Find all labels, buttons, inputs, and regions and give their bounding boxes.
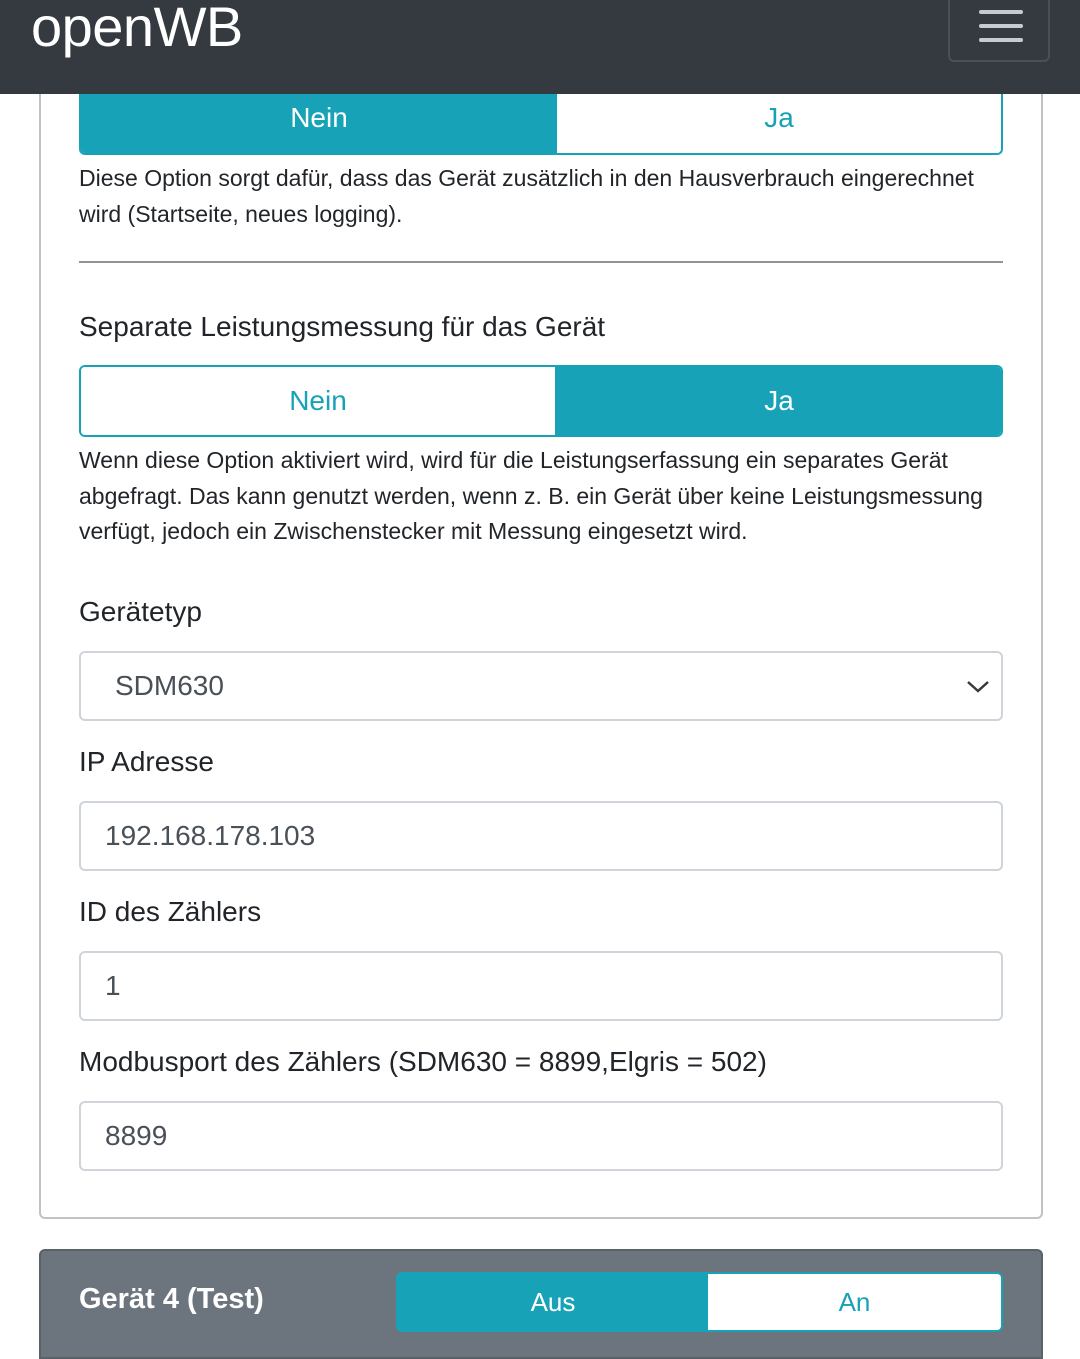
hausverbrauch-ja-button[interactable]: Ja — [557, 82, 1001, 153]
menu-toggle-button[interactable] — [948, 0, 1050, 62]
geraetetyp-value: SDM630 — [115, 670, 224, 701]
geraet4-aus-button[interactable]: Aus — [398, 1274, 708, 1330]
zaehler-id-input[interactable]: 1 — [79, 951, 1003, 1021]
modbusport-input[interactable]: 8899 — [79, 1101, 1003, 1171]
chevron-down-icon — [965, 675, 991, 697]
ip-adresse-input[interactable]: 192.168.178.103 — [79, 801, 1003, 871]
modbusport-label: Modbusport des Zählers (SDM630 = 8899,Elgris = 502) — [79, 1046, 767, 1077]
separate-messung-toggle — [79, 365, 1003, 437]
hausverbrauch-help: Diese Option sorgt dafür, dass das Gerät zusätzlich in den Hausverbrauch eingerechnet wird (Startseite, neues logging). — [79, 165, 974, 227]
separate-messung-nein-button[interactable]: Nein — [81, 367, 557, 435]
geraetetyp-select[interactable] — [79, 651, 1003, 721]
separate-messung-label: Separate Leistungsmessung für das Gerät — [79, 311, 606, 342]
geraet4-title: Gerät 4 (Test) — [79, 1283, 264, 1315]
separate-messung-ja-button[interactable]: Ja — [557, 367, 1001, 435]
geraet4-toggle — [396, 1272, 1003, 1332]
zaehler-id-label: ID des Zählers — [79, 896, 262, 927]
navbar — [0, 0, 1080, 94]
divider — [79, 261, 1003, 263]
separate-messung-help: Wenn diese Option aktiviert wird, wird für die Leistungserfassung ein separates Gerät abgefragt. Das kann genutzt werden, wenn z. B. ein Gerät über keine Leistungsmessung verfügt, jedoch ein Zwischenstecker mit Messung eingesetzt wird. — [79, 447, 983, 544]
brand-logo[interactable]: openWB — [31, 0, 243, 58]
geraet4-an-button[interactable]: An — [708, 1274, 1001, 1330]
hausverbrauch-nein-button[interactable]: Nein — [81, 82, 557, 153]
ip-adresse-label: IP Adresse — [79, 746, 214, 777]
hamburger-icon — [979, 10, 1023, 14]
geraetetyp-label: Gerätetyp — [79, 596, 202, 627]
